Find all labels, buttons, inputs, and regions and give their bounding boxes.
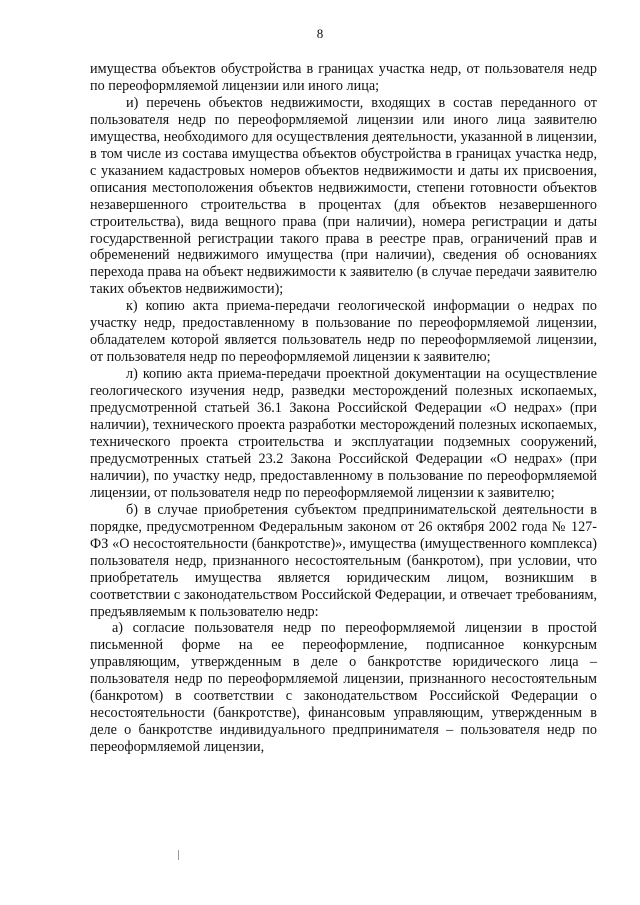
paragraph-subitem-a: а) согласие пользователя недр по переоформляемой лицензии в простой письменной форме на ее переоформление, подписанное конкурсным управляющим, утвержденным в деле о банкротстве юридического лица – пользователя недр по переоформляемой лицензии, признанного несостоятельным (банкротом) в соответствии с законодательством Российской Федерации о несостоятельности (банкротстве), финансовым управляющим, утвержденным в деле о банкротстве индивидуального предпринимателя – пользователя недр по переоформляемой лицензии, [90, 620, 597, 756]
document-body [90, 61, 597, 756]
paragraph-item-i: и) перечень объектов недвижимости, входящих в состав переданного от пользователя недр по переоформляемой лицензии или иного лица заявителю имущества, необходимого для осуществления деятельности, указанной в лицензии, в том числе из состава имущества объектов обустройства в границах участка недр, с указанием кадастровых номеров объектов недвижимости и даты их присвоения, описания местоположения объектов недвижимости, степени готовности объектов незавершенного строительства в процентах (для объектов незавершенного строительства), вида вещного права (при наличии), номера регистрации и даты государственной регистрации такого права в реестре прав, ограничений прав и обременений недвижимого имущества (при наличии), сведения об основаниях перехода права на объект недвижимости к заявителю (в случае передачи заявителю таких объектов недвижимости); [90, 94, 597, 298]
page-number: 8 [316, 26, 324, 41]
paragraph-item-6: б) в случае приобретения субъектом предпринимательской деятельности в порядке, предусмотренном Федеральным законом от 26 октября 2002 года № 127-ФЗ «О несостоятельности (банкротстве)», имущества (имущественного комплекса) пользователя недр, признанного несостоятельным (банкротом), при условии, что приобретатель имущества является юридическим лицом, возникшим в соответствии с законодательством Российской Федерации, и отвечает требованиям, предъявляемым к пользователю недр: [90, 501, 597, 620]
paragraph-item-l: л) копию акта приема-передачи проектной документации на осуществление геологического изучения недр, разведки месторождений полезных ископаемых, предусмотренной статьей 36.1 Закона Российской Федерации «О недрах» (при наличии), технического проекта разработки месторождений полезных ископаемых, технического проекта строительства и эксплуатации подземных сооружений, предусмотренных статьей 23.2 Закона Российской Федерации «О недрах» (при наличии), по участку недр, предоставленному в пользование по переоформляемой лицензии, от пользователя недр по переоформляемой лицензии к заявителю; [90, 366, 597, 501]
scan-mark [178, 850, 179, 860]
paragraph-continuation: имущества объектов обустройства в границах участка недр, от пользователя недр по переоформляемой лицензии или иного лица; [90, 61, 597, 94]
paragraph-item-k: к) копию акта приема-передачи геологической информации о недрах по участку недр, предоставленному в пользование по переоформляемой лицензии, обладателем которой является пользователь недр по переоформляемой лицензии, от пользователя недр по переоформляемой лицензии к заявителю; [90, 298, 597, 366]
